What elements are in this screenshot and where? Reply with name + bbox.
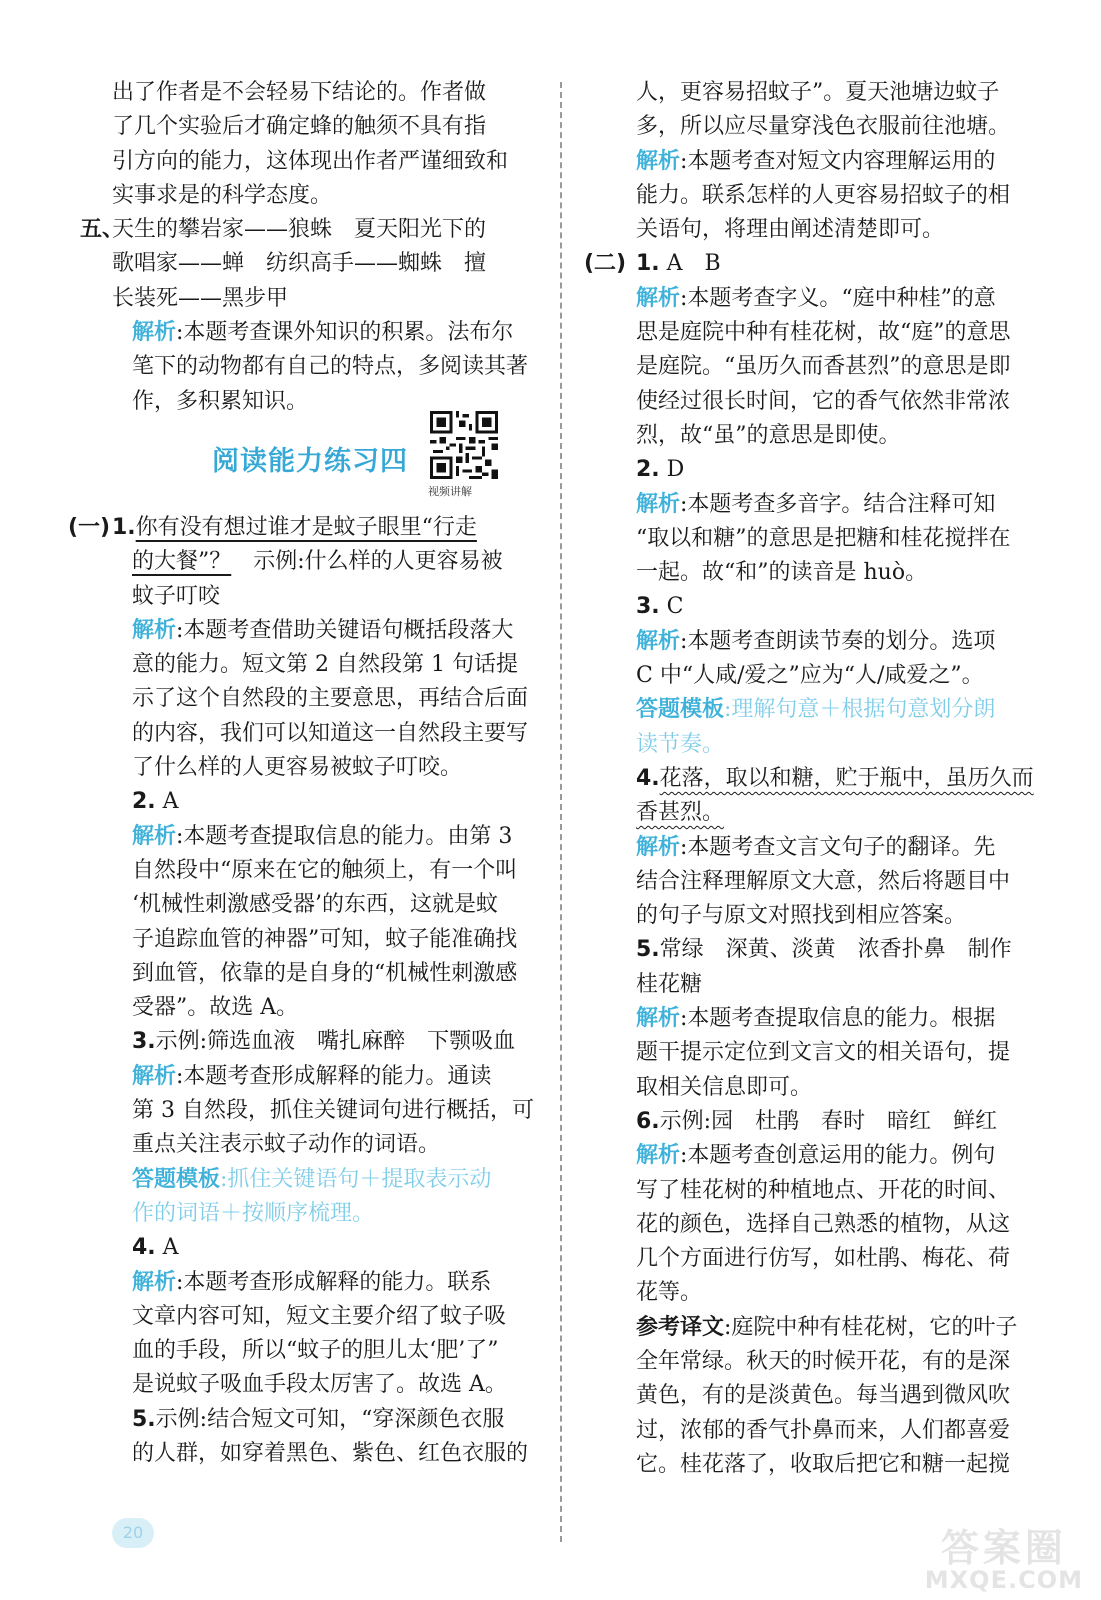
- analysis-line: 花等。: [636, 1280, 703, 1306]
- analysis-line: 解析:本题考查创意运用的能力。例句: [636, 1143, 996, 1169]
- analysis-line: 解析:本题考查形成解释的能力。通读: [132, 1063, 492, 1089]
- section-header: [112, 419, 532, 511]
- template-line: 答题模板:抓住关键语句＋提取表示动: [132, 1166, 492, 1192]
- analysis-line: 解析:本题考查提取信息的能力。由第 3: [132, 823, 513, 849]
- analysis-line: 关语句，将理由阐述清楚即可。: [636, 217, 945, 243]
- answer-line: 4. A: [132, 1235, 179, 1261]
- column-divider: [560, 82, 562, 1542]
- template-line: 答题模板:理解句意＋根据句意划分朗: [636, 697, 996, 723]
- answer-line: 3. C: [636, 594, 684, 620]
- analysis-line: 示了这个自然段的主要意思，再结合后面: [132, 686, 529, 712]
- question-label: 五、: [80, 217, 125, 243]
- analysis-line: 结合注释理解原文大意，然后将题目中: [636, 868, 1011, 894]
- answer-line: 5.常绿 深黄、淡黄 浓香扑鼻 制作: [636, 937, 1012, 963]
- analysis-line: 重点关注表示蚊子动作的词语。: [132, 1132, 441, 1158]
- analysis-line: 解析:本题考查对短文内容理解运用的: [636, 148, 996, 174]
- analysis-line: 解析:本题考查多音字。结合注释可知: [636, 491, 996, 517]
- analysis-line: 解析:本题考查字义。“庭中种桂”的意: [636, 285, 996, 311]
- answer-line: 的大餐”？ 示例:什么样的人更容易被: [132, 549, 503, 575]
- analysis-line: C 中“人咸/爱之”应为“人/咸爱之”。: [636, 663, 984, 689]
- analysis-line: 解析:本题考查借助关键语句概括段落大: [132, 617, 514, 643]
- analysis-line: 受器”。故选 A。: [132, 995, 299, 1021]
- question-1-1: [68, 511, 532, 785]
- analysis-line: 取相关信息即可。: [636, 1074, 813, 1100]
- analysis-line: 解析:本题考查形成解释的能力。联系: [132, 1269, 492, 1295]
- analysis-line: “取以和糖”的意思是把糖和桂花搅拌在: [636, 525, 1011, 551]
- analysis-line: 是庭院。“虽历久而香甚烈”的意思是即: [636, 354, 1011, 380]
- part-label: (二): [584, 251, 627, 277]
- analysis-line: ‘机械性刺激感受器’的东西，这就是蚊: [132, 892, 498, 918]
- analysis-line: 解析:本题考查文言文句子的翻译。先: [636, 834, 996, 860]
- text-line: 实事求是的科学态度。: [112, 182, 333, 208]
- analysis-line: 到血管，依靠的是自身的“机械性刺激感: [132, 960, 518, 986]
- text-line: 引方向的能力，这体现出作者严谨细致和: [112, 148, 509, 174]
- analysis-line: 使经过很长时间，它的香气依然非常浓: [636, 388, 1011, 414]
- template-line: 作的词语＋按顺序梳理。: [132, 1200, 375, 1226]
- answer-line: 3.示例:筛选血液 嘴扎麻醉 下颚吸血: [132, 1029, 516, 1055]
- analysis-line: 题干提示定位到文言文的相关语句，提: [636, 1040, 1011, 1066]
- answer-line: 长装死——黑步甲: [112, 285, 289, 311]
- analysis-line: 解析:本题考查朗读节奏的划分。选项: [636, 628, 996, 654]
- answer-line: 2. A: [132, 789, 179, 815]
- analysis-tag: 解析: [132, 320, 177, 346]
- analysis-line: 子追踪血管的神器”可知，蚊子能准确找: [132, 926, 518, 952]
- analysis-line: 思是庭院中种有桂花树，故“庭”的意思: [636, 320, 1011, 346]
- answer-line: 天生的攀岩家——狼蛛 夏天阳光下的: [112, 217, 487, 243]
- answer-line: 1. A B: [636, 251, 721, 277]
- analysis-line: 一起。故“和”的读音是 huò。: [636, 560, 928, 586]
- section-title: 阅读能力练习四: [212, 445, 408, 477]
- analysis-line: 了什么样的人更容易被蚊子叮咬。: [132, 755, 463, 781]
- translation-line: 它。桂花落了，收取后把它和糖一起搅: [636, 1451, 1011, 1477]
- analysis-line: 烈，故“虽”的意思是即使。: [636, 422, 901, 448]
- analysis-line: 花的颜色，选择自己熟悉的植物，从这: [636, 1211, 1011, 1237]
- analysis-line: 写了桂花树的种植地点、开花的时间、: [636, 1177, 1011, 1203]
- analysis-line: 笔下的动物都有自己的特点，多阅读其著: [132, 354, 529, 380]
- answer-line: 蚊子叮咬: [132, 583, 221, 609]
- translation-line: 黄色，有的是淡黄色。每当遇到微风吹: [636, 1383, 1011, 1409]
- answer-line: 人，更容易招蚊子”。夏天池塘边蚊子: [636, 80, 1000, 105]
- part-label: (一): [68, 514, 111, 540]
- analysis-line: 几个方面进行仿写，如杜鹃、梅花、荷: [636, 1246, 1011, 1272]
- analysis-line: 作，多积累知识。: [132, 388, 309, 414]
- analysis-line: 的句子与原文对照找到相应答案。: [636, 903, 967, 929]
- answer-line: 的人群，如穿着黑色、紫色、红色衣服的: [132, 1440, 529, 1466]
- analysis-line: 解析:本题考查课外知识的积累。法布尔: [132, 320, 514, 346]
- answer-line: 多，所以应尽量穿浅色衣服前往池塘。: [636, 114, 1011, 140]
- answer-line: 5.示例:结合短文可知，“穿深颜色衣服: [132, 1406, 505, 1432]
- analysis-line: 意的能力。短文第 2 自然段第 1 句话提: [132, 652, 518, 678]
- analysis-line: 解析:本题考查提取信息的能力。根据: [636, 1006, 996, 1032]
- analysis-line: 血的手段，所以“蚊子的胆儿太‘肥’了”: [132, 1338, 499, 1364]
- answer-line: 1.你有没有想过谁才是蚊子眼里“行走: [112, 514, 477, 540]
- answer-line: 桂花糖: [636, 971, 703, 997]
- left-column: [68, 76, 534, 1471]
- template-line: 读节奏。: [636, 731, 725, 757]
- answer-line: 4.花落，取以和糖，贮于瓶中，虽历久而: [636, 765, 1034, 791]
- analysis-line: 能力。联系怎样的人更容易招蚊子的相: [636, 182, 1011, 208]
- question-five: [80, 213, 532, 316]
- answer-line: 香甚烈。: [636, 800, 725, 826]
- analysis-line: 第 3 自然段，抓住关键词句进行概括，可: [132, 1098, 534, 1124]
- analysis-line: 文章内容可知，短文主要介绍了蚊子吸: [132, 1303, 507, 1329]
- translation-line: 过，浓郁的香气扑鼻而来，人们都喜爱: [636, 1417, 1011, 1443]
- answer-line: 6.示例:园 杜鹃 春时 暗红 鲜红: [636, 1108, 998, 1134]
- right-column: [584, 76, 1056, 1482]
- answer-line: 2. D: [636, 457, 685, 483]
- text-line: 了几个实验后才确定蜂的触须不具有指: [112, 114, 487, 140]
- text-line: 出了作者是不会轻易下结论的。作者做: [112, 80, 487, 105]
- page-number: 20: [112, 1518, 154, 1548]
- question-2-1: [584, 247, 1056, 281]
- translation-line: 参考译文:庭院中种有桂花树，它的叶子: [636, 1314, 1018, 1340]
- analysis-line: 自然段中“原来在它的触须上，有一个叫: [132, 857, 518, 883]
- answer-line: 歌唱家——蝉 纺织高手——蜘蛛 擅: [112, 251, 487, 277]
- watermark-logo: 答案圈 MXQE.COM: [924, 1526, 1083, 1594]
- translation-line: 全年常绿。秋天的时候开花，有的是深: [636, 1348, 1011, 1374]
- qr-code-icon[interactable]: [430, 411, 498, 479]
- analysis-line: 是说蚊子吸血手段太厉害了。故选 A。: [132, 1372, 507, 1398]
- qr-label: 视频讲解: [428, 484, 472, 498]
- analysis-line: 的内容，我们可以知道这一自然段主要写: [132, 720, 529, 746]
